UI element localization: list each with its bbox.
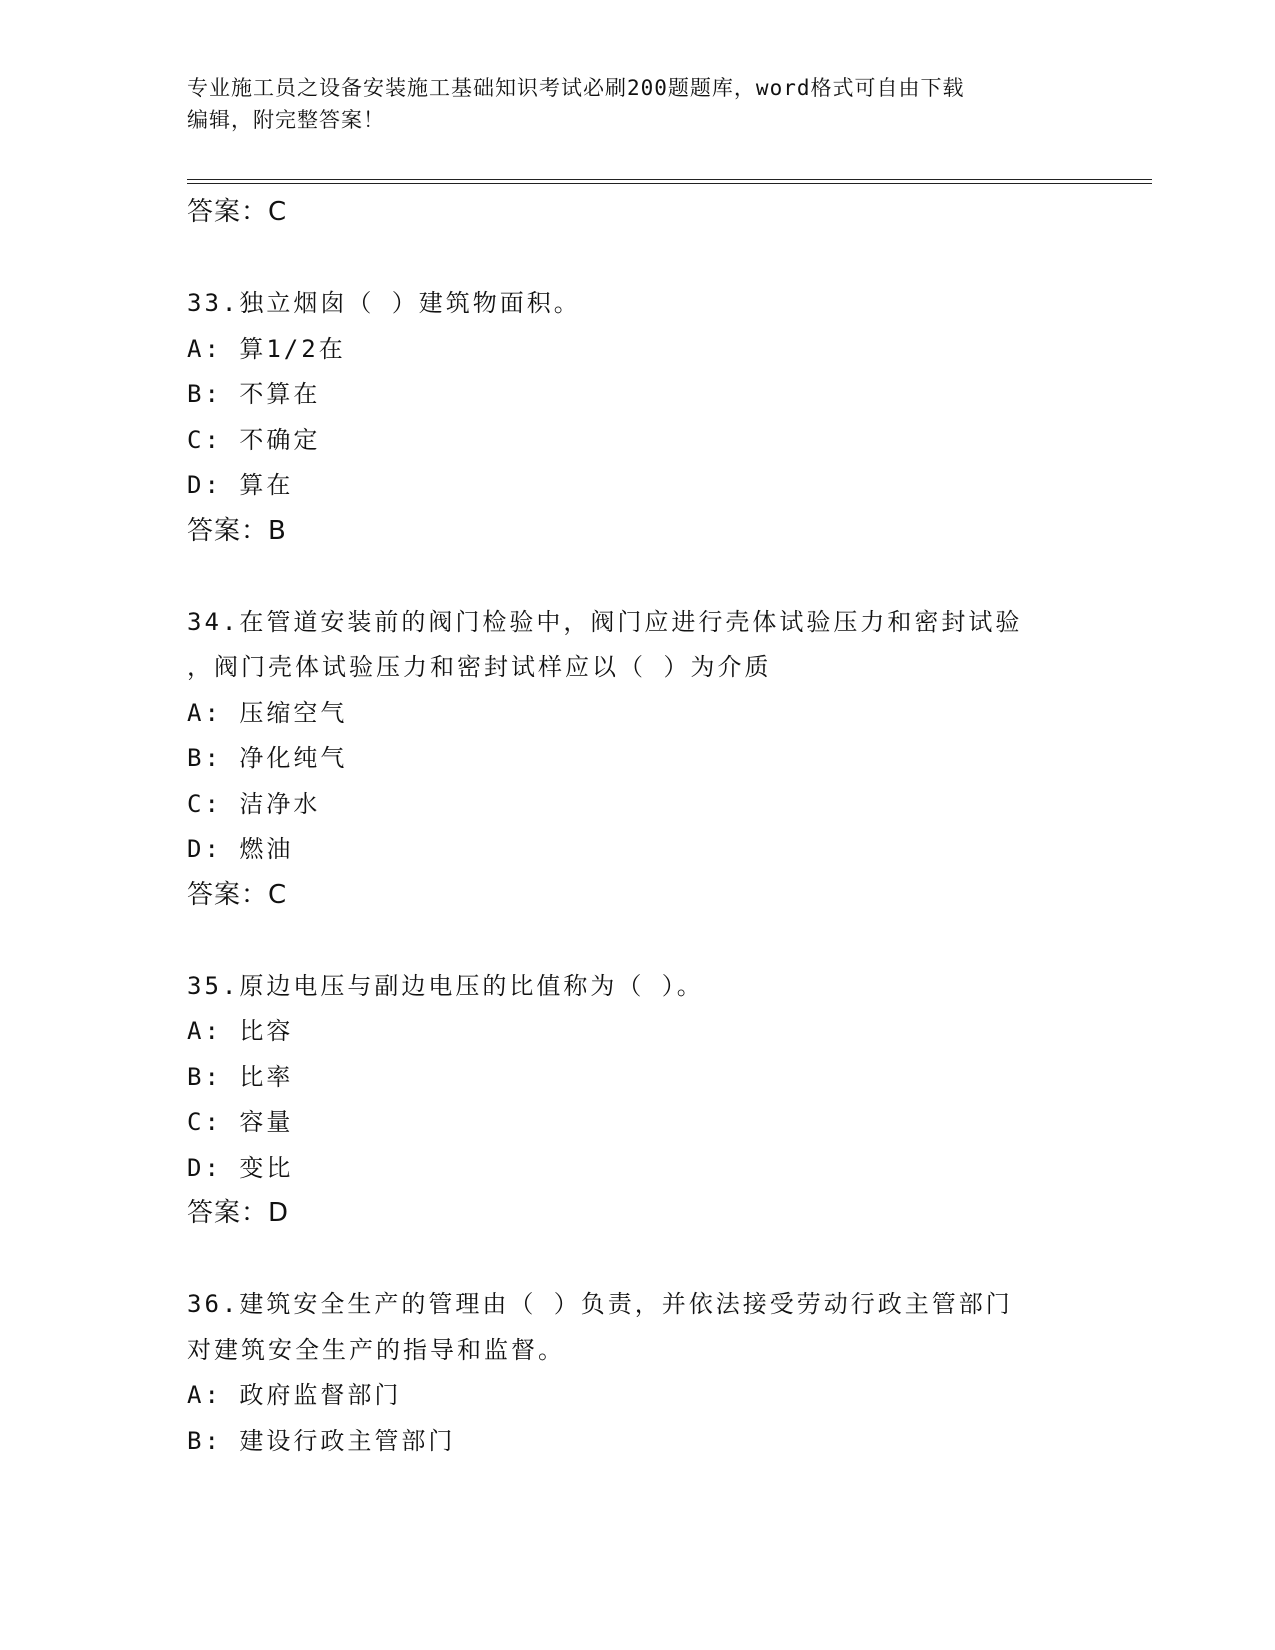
option-b (187, 372, 1087, 418)
option-a (187, 327, 1087, 373)
spacer (187, 236, 1087, 282)
option-label: A: (187, 698, 222, 727)
option-text: 算在 (239, 471, 294, 499)
option-label: C: (187, 1108, 222, 1136)
question-block-34 (187, 600, 1087, 919)
option-label: D: (187, 471, 222, 499)
option-c (187, 418, 1087, 464)
spacer (187, 1237, 1087, 1283)
option-text: 净化纯气 (239, 744, 348, 772)
question-text: 35.原边电压与副边电压的比值称为（ ）。 (187, 971, 704, 1000)
option-b (187, 1419, 1087, 1465)
option-label: D: (187, 835, 222, 863)
option-label: C: (187, 789, 222, 818)
option-text: 不确定 (239, 425, 321, 454)
option-label: A: (187, 334, 222, 363)
question-text: 36.建筑安全生产的管理由（ ）负责，并依法接受劳动行政主管部门 (187, 1290, 1013, 1318)
option-b (187, 736, 1087, 782)
question-text: 33.独立烟囱（ ）建筑物面积。 (187, 289, 581, 317)
option-text: 政府监督部门 (239, 1381, 402, 1409)
option-text: 变比 (239, 1153, 294, 1182)
question-block-33 (187, 281, 1087, 554)
question-text-continued: ，阀门壳体试验压力和密封试样应以（ ）为介质 (187, 653, 772, 681)
option-label: A: (187, 1381, 222, 1409)
header-title-line-1: 专业施工员之设备安装施工基础知识考试必刷200题题库，word格式可自由下载 (187, 76, 965, 100)
answer-line: 答案：B (187, 515, 287, 546)
option-a (187, 1009, 1087, 1055)
question-list (187, 190, 1087, 1464)
option-d (187, 463, 1087, 509)
option-c (187, 782, 1087, 828)
option-b (187, 1055, 1087, 1101)
spacer (187, 554, 1087, 600)
option-label: B: (187, 744, 222, 772)
option-text: 算1/2在 (239, 334, 346, 363)
option-a (187, 1373, 1087, 1419)
header-rule-top (187, 179, 1152, 180)
option-c (187, 1100, 1087, 1146)
option-label: B: (187, 1062, 222, 1091)
answer-line: 答案：C (187, 879, 288, 910)
option-text: 压缩空气 (239, 698, 348, 727)
option-text: 建设行政主管部门 (239, 1426, 456, 1455)
spacer (187, 918, 1087, 964)
answer-line: 答案：D (187, 1198, 290, 1228)
option-text: 比容 (239, 1017, 294, 1045)
option-text: 燃油 (239, 835, 294, 863)
question-block-35 (187, 964, 1087, 1237)
document-header (187, 72, 1077, 136)
option-d (187, 827, 1087, 873)
option-label: B: (187, 1426, 222, 1455)
question-text: 34.在管道安装前的阀门检验中，阀门应进行壳体试验压力和密封试验 (187, 607, 1023, 636)
option-label: A: (187, 1017, 222, 1045)
question-block-36 (187, 1282, 1087, 1464)
option-label: D: (187, 1153, 222, 1182)
option-d (187, 1146, 1087, 1192)
option-label: B: (187, 380, 222, 408)
option-text: 比率 (239, 1062, 294, 1091)
option-text: 不算在 (239, 380, 321, 408)
option-a (187, 691, 1087, 737)
option-label: C: (187, 425, 222, 454)
header-rule-bottom (187, 183, 1152, 184)
question-text-continued: 对建筑安全生产的指导和监督。 (187, 1335, 565, 1364)
answer-line: 答案：C (187, 197, 288, 227)
question-block-32-tail (187, 190, 1087, 236)
option-text: 容量 (239, 1108, 294, 1136)
header-title-line-2: 编辑，附完整答案！ (187, 108, 385, 132)
option-text: 洁净水 (239, 789, 321, 818)
